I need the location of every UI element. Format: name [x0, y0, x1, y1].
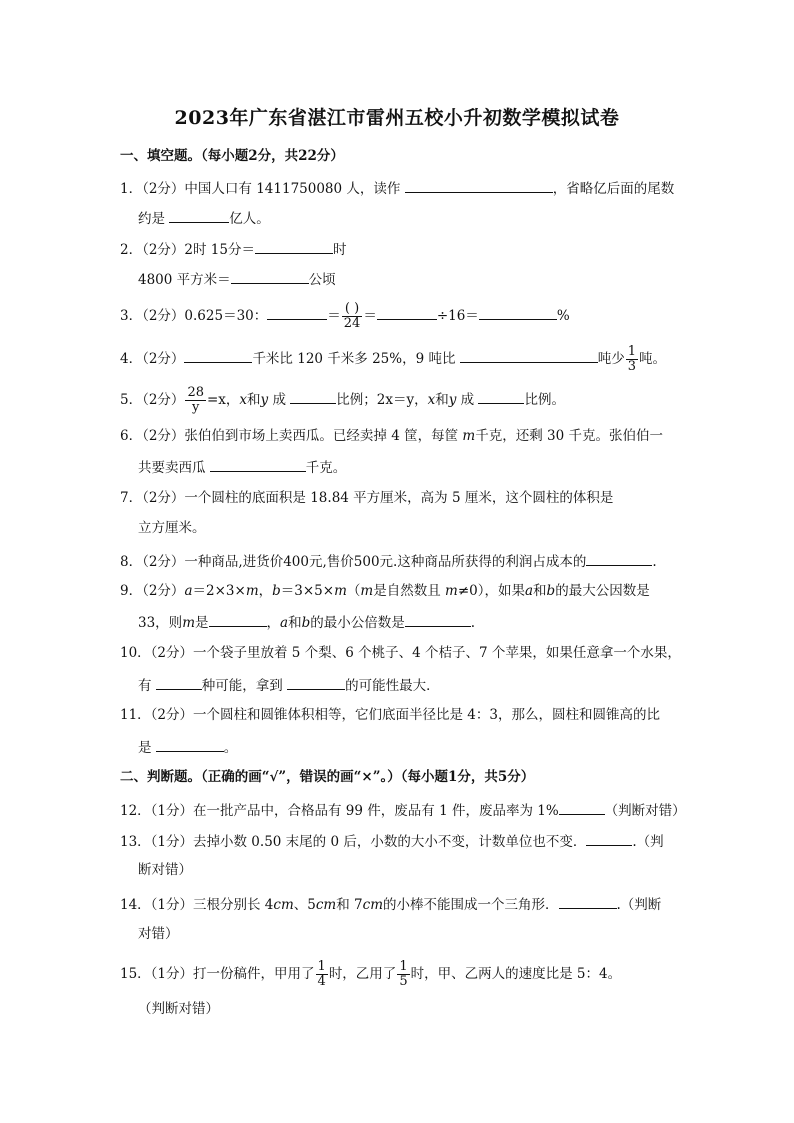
section-fill-in-heading: 一、填空题。（每小题2分，共22分） — [120, 148, 344, 164]
answer-blank[interactable] — [210, 457, 306, 472]
answer-blank[interactable] — [478, 389, 524, 404]
answer-blank[interactable] — [209, 612, 267, 627]
question-2-line-1: 2．（2分）2时 15分＝ 时 — [120, 239, 347, 259]
question-1-line-1: 1．（2分）中国人口有 1411750080 人，读作 ，省略亿后面的尾数 — [120, 178, 674, 198]
answer-blank[interactable] — [586, 551, 652, 566]
question-6-line-2: 共要卖西瓜 千克。 — [138, 457, 346, 477]
fraction: $\frac{1}{3}$ — [627, 344, 637, 374]
question-10-line-2: 有 种可能，拿到 的可能性最大． — [138, 675, 440, 695]
fraction: $\frac{28}{y}$ — [187, 385, 204, 415]
question-7-line-1: 7．（2分）一个圆柱的底面积是 18.84 平方厘米，高为 5 厘米，这个圆柱的体积是 — [120, 490, 614, 506]
question-1-line-2: 约是 亿人。 — [138, 208, 270, 228]
question-7-line-2: 立方厘米。 — [138, 520, 206, 536]
answer-blank[interactable] — [231, 269, 309, 284]
question-13-line-2: 断对错） — [138, 862, 192, 878]
answer-blank[interactable] — [559, 800, 605, 815]
answer-blank[interactable] — [405, 612, 471, 627]
question-14-line-1: 14．（1分）三根分别长 4cm、5cm和 7cm的小棒不能围成一个三角形． .（判断 — [120, 894, 661, 914]
answer-blank[interactable] — [184, 348, 252, 363]
answer-blank[interactable] — [287, 675, 345, 690]
answer-blank[interactable] — [586, 831, 632, 846]
answer-blank[interactable] — [169, 208, 229, 223]
answer-blank[interactable] — [460, 348, 598, 363]
question-11-line-1: 11．（2分）一个圆柱和圆锥体积相等，它们底面半径比是 4：3，那么，圆柱和圆锥高的比 — [120, 707, 660, 723]
question-13-line-1: 13．（1分）去掉小数 0.50 末尾的 0 后，小数的大小不变，计数单位也不变． .（判 — [120, 831, 664, 851]
question-2-line-2: 4800 平方米＝ 公顷 — [138, 269, 336, 289]
answer-blank[interactable] — [156, 737, 224, 752]
question-14-line-2: 对错） — [138, 926, 179, 942]
answer-blank[interactable] — [290, 389, 336, 404]
question-11-line-2: 是 。 — [138, 737, 237, 757]
question-15-line-2: （判断对错） — [138, 1001, 219, 1017]
question-8: 8．（2分）一种商品,进货价400元,售价500元.这种商品所获得的利润占成本的 . — [120, 551, 657, 571]
answer-blank[interactable] — [405, 178, 553, 193]
fraction: $\frac{1}{5}$ — [399, 959, 408, 989]
question-9-line-1: 9．（2分）a＝2×3×m，b＝3×5×m（m是自然数且 m≠0），如果a和b的最大公因数是 — [120, 583, 650, 599]
question-3: 3．（2分）0.625＝30： ＝ $\frac{( )}{24}$ ＝ ÷16＝ % — [120, 301, 570, 331]
question-6-line-1: 6．（2分）张伯伯到市场上卖西瓜。已经卖掉 4 筐，每筐 m千克，还剩 30 千克。张伯伯一 — [120, 428, 663, 444]
section-judgment-heading: 二、判断题。（正确的画“√”，错误的画“×”。）（每小题1分，共5分） — [120, 769, 535, 785]
answer-blank[interactable] — [156, 675, 202, 690]
question-10-line-1: 10．（2分）一个袋子里放着 5 个梨、6 个桃子、4 个桔子、7 个苹果，如果任意拿一个水果， — [120, 645, 681, 661]
fraction: $\frac{( )}{24}$ — [343, 301, 361, 331]
fraction: $\frac{1}{4}$ — [317, 959, 326, 989]
question-5: 5．（2分） $\frac{28}{y}$ =x，x和y 成 比例；2x＝y，x和y 成 比例。 — [120, 385, 565, 415]
answer-blank[interactable] — [479, 305, 557, 320]
question-9-line-2: 33，则m是 ，a和b的最小公倍数是 . — [138, 612, 475, 632]
answer-blank[interactable] — [255, 239, 333, 254]
question-12: 12．（1分）在一批产品中，合格品有 99 件，废品有 1 件，废品率为 1% （判断对错） — [120, 800, 686, 820]
answer-blank[interactable] — [377, 305, 437, 320]
question-4: 4．（2分） 千米比 120 千米多 25%，9 吨比 吨少 $\frac{1}{3}$ 吨。 — [120, 344, 667, 374]
exam-title: 2023年广东省湛江市雷州五校小升初数学模拟试卷 — [174, 107, 620, 129]
answer-blank[interactable] — [559, 894, 617, 909]
answer-blank[interactable] — [267, 305, 327, 320]
question-15-line-1: 15．（1分）打一份稿件，甲用了 $\frac{1}{4}$ 时，乙用了 $\frac{1}{5}$ 时，甲、乙两人的速度比是 5：4。 — [120, 959, 622, 989]
